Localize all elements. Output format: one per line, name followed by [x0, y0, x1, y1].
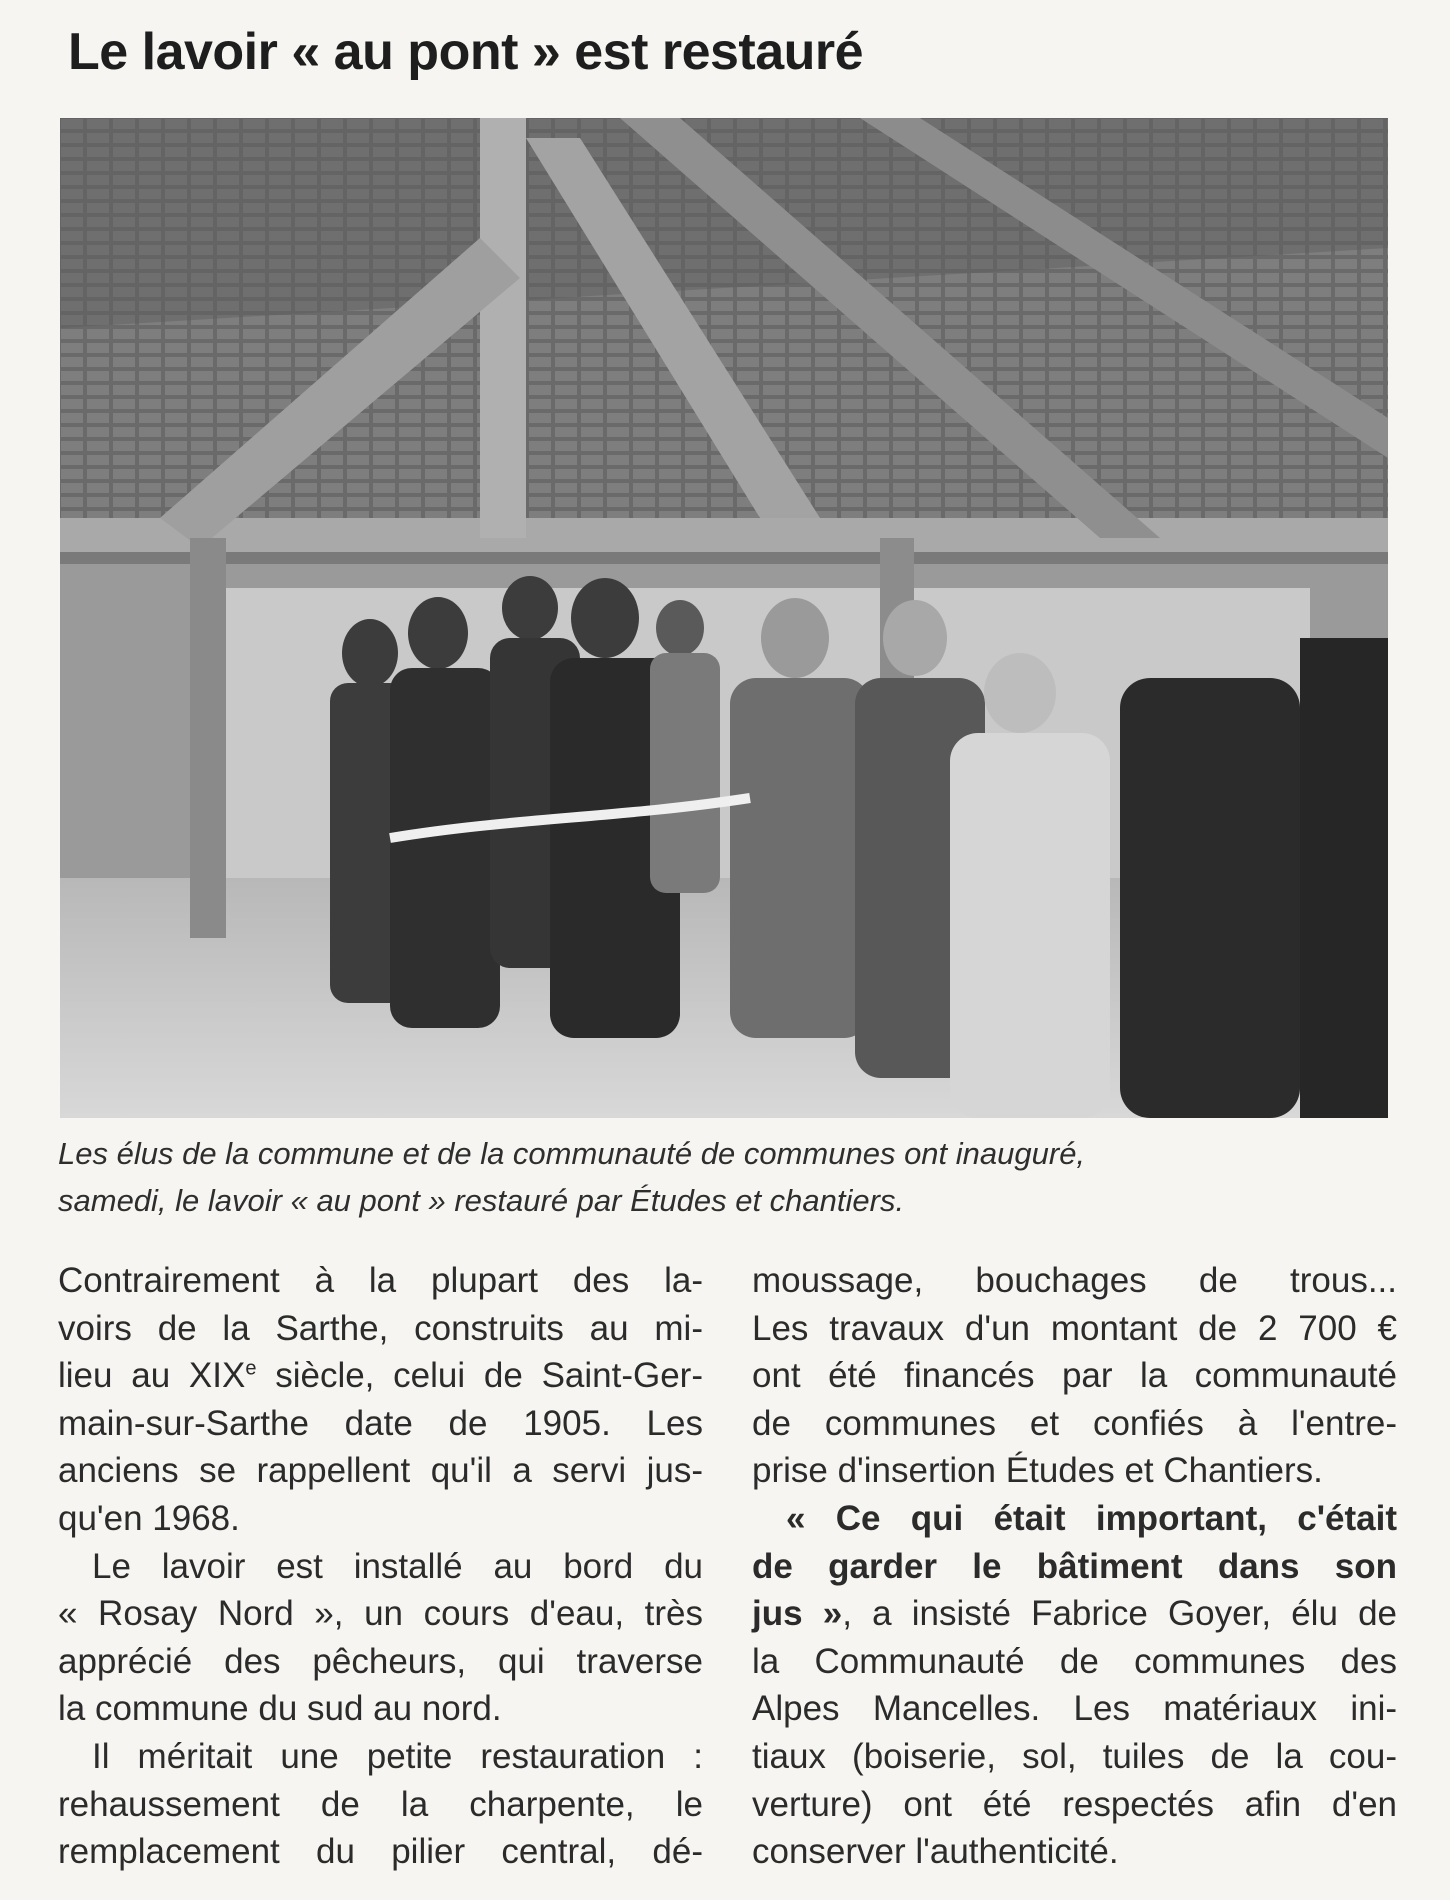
article-headline: Le lavoir « au pont » est restauré: [68, 23, 864, 81]
text-line: prise d'insertion Études et Chantiers.: [752, 1451, 1323, 1491]
text-line: de communes et confiés à l'entre-: [752, 1403, 1397, 1443]
text-line: « Rosay Nord », un cours d'eau, très: [58, 1594, 703, 1634]
photo-caption: [58, 1130, 1398, 1224]
quote-end: jus »: [752, 1594, 843, 1634]
text-line: anciens se rappellent qu'il a servi jus-: [58, 1451, 703, 1491]
text-line: Alpes Mancelles. Les matériaux ini-: [752, 1689, 1397, 1729]
text-line: main-sur-Sarthe date de 1905. Les: [58, 1403, 703, 1443]
article-column-left: [58, 1257, 703, 1876]
superscript: e: [245, 1357, 257, 1380]
text-fragment: siècle, celui de Saint-Ger-: [256, 1356, 703, 1396]
text-line: verture) ont été respectés afin d'en: [752, 1784, 1397, 1824]
text-line: qu'en 1968.: [58, 1498, 240, 1538]
text-line: la Communauté de communes des: [752, 1641, 1397, 1681]
text-line: Le lavoir est installé au bord du: [92, 1546, 703, 1586]
text-line: moussage, bouchages de trous...: [752, 1261, 1397, 1300]
caption-line: samedi, le lavoir « au pont » restauré par Études et chantiers.: [58, 1183, 905, 1218]
text-line: tiaux (boiserie, sol, tuiles de la cou-: [752, 1736, 1397, 1776]
text-line: [752, 1590, 1397, 1638]
paragraph: [58, 1733, 703, 1876]
text-fragment: , a insisté Fabrice Goyer, élu de: [842, 1594, 1398, 1634]
text-line: Il méritait une petite restauration :: [92, 1736, 703, 1776]
text-line: ont été financés par la communauté: [752, 1356, 1397, 1396]
paragraph: [58, 1257, 703, 1543]
text-line: voirs de la Sarthe, construits au mi-: [58, 1308, 703, 1348]
quote-line: de garder le bâtiment dans son: [752, 1546, 1397, 1586]
text-fragment: lieu au XIX: [58, 1356, 246, 1396]
lavoir-inauguration-photo: [60, 118, 1388, 1118]
text-line: rehaussement de la charpente, le: [58, 1784, 703, 1824]
text-line: [58, 1352, 703, 1400]
article-photo: [60, 118, 1388, 1118]
text-line: apprécié des pêcheurs, qui traverse: [58, 1641, 703, 1681]
article-column-right: [752, 1257, 1397, 1876]
text-line: Contrairement à la plupart des la-: [58, 1261, 703, 1300]
caption-line: Les élus de la commune et de la communauté de communes ont inauguré,: [58, 1136, 1086, 1171]
paragraph: [58, 1543, 703, 1733]
paragraph: [752, 1257, 1397, 1495]
text-line: la commune du sud au nord.: [58, 1689, 502, 1729]
paragraph: [752, 1495, 1397, 1876]
text-line: conserver l'authenticité.: [752, 1832, 1119, 1872]
text-line: remplacement du pilier central, dé-: [58, 1832, 703, 1872]
text-line: Les travaux d'un montant de 2 700 €: [752, 1308, 1397, 1348]
quote-line: « Ce qui était important, c'était: [786, 1498, 1397, 1538]
